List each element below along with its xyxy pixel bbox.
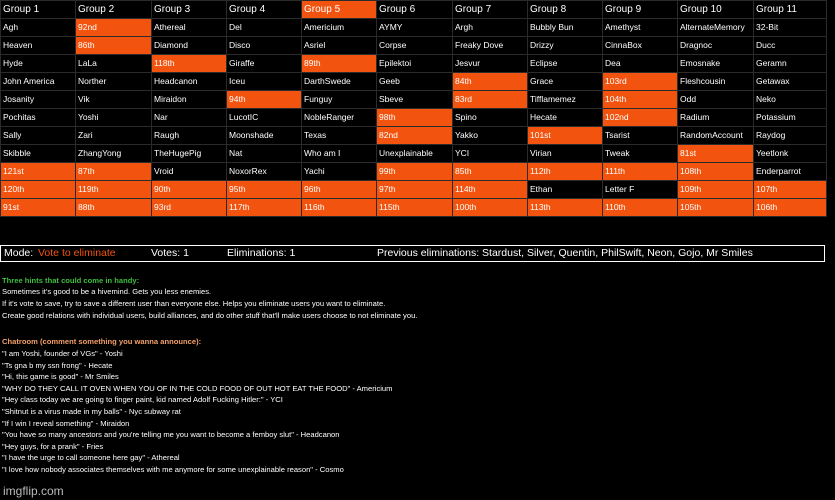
player-cell[interactable]: Corpse xyxy=(377,37,453,55)
table-row xyxy=(1,127,827,145)
chat-message: "Hi, this game is good" - Mr Smiles xyxy=(2,372,119,382)
table-row xyxy=(1,73,827,91)
eliminated-cell[interactable]: 85th xyxy=(453,163,528,181)
group-header[interactable]: Group 4 xyxy=(227,1,302,19)
chat-message: "Hey class today we are going to finger paint, kid named Adolf Fucking Hitler:" - YCI xyxy=(2,395,283,405)
player-cell[interactable]: Del xyxy=(227,19,302,37)
chat-message: "Hey guys, for a prank" - Fries xyxy=(2,441,104,451)
player-cell[interactable]: LaLa xyxy=(76,55,152,73)
player-cell[interactable]: Heaven xyxy=(1,37,76,55)
player-cell[interactable]: Fleshcousin xyxy=(678,73,754,91)
eliminated-cell[interactable]: 115th xyxy=(377,199,453,217)
player-cell[interactable]: Vroid xyxy=(152,163,227,181)
chat-message: "If I win I reveal something" - Miraidon xyxy=(2,418,130,428)
player-cell[interactable]: Asriel xyxy=(302,37,377,55)
player-cell[interactable]: Unexplainable xyxy=(377,145,453,163)
group-header[interactable]: Group 10 xyxy=(678,1,754,19)
player-cell[interactable]: Geeb xyxy=(377,73,453,91)
eliminated-cell[interactable]: 98th xyxy=(377,109,453,127)
player-cell[interactable]: Nar xyxy=(152,109,227,127)
eliminated-cell[interactable]: 96th xyxy=(302,181,377,199)
player-cell[interactable]: Texas xyxy=(302,127,377,145)
player-cell[interactable]: AlternateMemory xyxy=(678,19,754,37)
player-cell[interactable]: Giraffe xyxy=(227,55,302,73)
table-row xyxy=(1,19,827,37)
table-row xyxy=(1,181,827,199)
eliminated-cell[interactable]: 110th xyxy=(603,199,678,217)
player-cell[interactable]: 32-Bit xyxy=(754,19,827,37)
player-cell[interactable]: Funguy xyxy=(302,91,377,109)
player-cell[interactable]: Epilektoi xyxy=(377,55,453,73)
player-cell[interactable]: Amethyst xyxy=(603,19,678,37)
group-header[interactable]: Group 2 xyxy=(76,1,152,19)
player-cell[interactable]: Tsarist xyxy=(603,127,678,145)
player-cell[interactable]: Tifflamemez xyxy=(528,91,603,109)
eliminated-cell[interactable]: 97th xyxy=(377,181,453,199)
group-header[interactable]: Group 7 xyxy=(453,1,528,19)
eliminated-cell[interactable]: 104th xyxy=(603,91,678,109)
player-cell[interactable]: Josanity xyxy=(1,91,76,109)
eliminated-cell[interactable]: 111th xyxy=(603,163,678,181)
table-row xyxy=(1,145,827,163)
player-cell[interactable]: Enderparrot xyxy=(754,163,827,181)
eliminated-cell[interactable]: 82nd xyxy=(377,127,453,145)
player-cell[interactable]: Hyde xyxy=(1,55,76,73)
player-cell[interactable]: Pochitas xyxy=(1,109,76,127)
player-cell[interactable]: Radium xyxy=(678,109,754,127)
previous-eliminations: Previous eliminations: Stardust, Silver, Quentin, PhilSwift, Neon, Gojo, Mr Smiles xyxy=(377,247,753,259)
group-header[interactable]: Group 9 xyxy=(603,1,678,19)
group-header[interactable]: Group 5 xyxy=(302,1,377,19)
player-cell[interactable]: Moonshade xyxy=(227,127,302,145)
player-cell[interactable]: Miraidon xyxy=(152,91,227,109)
table-row xyxy=(1,109,827,127)
player-cell[interactable]: Ducc xyxy=(754,37,827,55)
player-cell[interactable]: Dea xyxy=(603,55,678,73)
player-cell[interactable]: Sally xyxy=(1,127,76,145)
player-cell[interactable]: Sbeve xyxy=(377,91,453,109)
player-cell[interactable]: Yachi xyxy=(302,163,377,181)
eliminated-cell[interactable]: 89th xyxy=(302,55,377,73)
player-cell[interactable]: Raugh xyxy=(152,127,227,145)
table-row xyxy=(1,199,827,217)
eliminated-cell[interactable]: 103rd xyxy=(603,73,678,91)
player-cell[interactable]: AYMY xyxy=(377,19,453,37)
group-header[interactable]: Group 11 xyxy=(754,1,827,19)
eliminated-cell[interactable]: 120th xyxy=(1,181,76,199)
eliminated-cell[interactable]: 101st xyxy=(528,127,603,145)
mode-value: Vote to eliminate xyxy=(38,247,116,259)
hint-line: Create good relations with individual users, build alliances, and do other stuff that'll make users choose to not eliminate you. xyxy=(2,311,418,320)
player-cell[interactable]: Yeetlonk xyxy=(754,145,827,163)
chat-message: "You have so many ancestors and you're telling me you want to become a femboy slut" - Headcanon xyxy=(2,430,340,440)
player-cell[interactable]: Tweak xyxy=(603,145,678,163)
player-cell[interactable]: Headcanon xyxy=(152,73,227,91)
player-cell[interactable]: Yoshi xyxy=(76,109,152,127)
eliminated-cell[interactable]: 112th xyxy=(528,163,603,181)
eliminated-cell[interactable]: 84th xyxy=(453,73,528,91)
player-cell[interactable]: Americium xyxy=(302,19,377,37)
player-cell[interactable]: Skibble xyxy=(1,145,76,163)
eliminated-cell[interactable]: 105th xyxy=(678,199,754,217)
player-cell[interactable]: Grace xyxy=(528,73,603,91)
player-cell[interactable]: CinnaBox xyxy=(603,37,678,55)
eliminated-cell[interactable]: 87th xyxy=(76,163,152,181)
eliminated-cell[interactable]: 92nd xyxy=(76,19,152,37)
player-cell[interactable]: Getawax xyxy=(754,73,827,91)
player-cell[interactable]: Eclipse xyxy=(528,55,603,73)
player-cell[interactable]: Jesvur xyxy=(453,55,528,73)
table-row xyxy=(1,55,827,73)
group-header[interactable]: Group 6 xyxy=(377,1,453,19)
group-header[interactable]: Group 3 xyxy=(152,1,227,19)
chat-message: "I love how nobody associates themselves with me anymore for some unexplainable reason" - Cosmo xyxy=(2,465,344,474)
player-cell[interactable]: Neko xyxy=(754,91,827,109)
eliminated-cell[interactable]: 99th xyxy=(377,163,453,181)
player-cell[interactable]: Diamond xyxy=(152,37,227,55)
chat-message: "WHY DO THEY CALL IT OVEN WHEN YOU OF IN THE COLD FOOD OF OUT HOT EAT THE FOOD" - Americium xyxy=(2,383,393,393)
eliminated-cell[interactable]: 81st xyxy=(678,145,754,163)
player-cell[interactable]: Odd xyxy=(678,91,754,109)
table-row xyxy=(1,163,827,181)
votes-count: Votes: 1 xyxy=(151,247,189,259)
eliminated-cell[interactable]: 119th xyxy=(76,181,152,199)
group-header[interactable]: Group 1 xyxy=(1,1,76,19)
eliminated-cell[interactable]: 107th xyxy=(754,181,827,199)
player-cell[interactable]: Letter F xyxy=(603,181,678,199)
player-cell[interactable]: YCI xyxy=(453,145,528,163)
player-cell[interactable]: Disco xyxy=(227,37,302,55)
eliminated-cell[interactable]: 114th xyxy=(453,181,528,199)
player-cell[interactable]: Vik xyxy=(76,91,152,109)
groups-table xyxy=(0,0,827,217)
chat-message: "I have the urge to call someone here gay" - Athereal xyxy=(2,453,180,463)
player-cell[interactable]: Hecate xyxy=(528,109,603,127)
player-cell[interactable]: ZhangYong xyxy=(76,145,152,163)
eliminated-cell[interactable]: 118th xyxy=(152,55,227,73)
eliminated-cell[interactable]: 102nd xyxy=(603,109,678,127)
eliminated-cell[interactable]: 121st xyxy=(1,163,76,181)
player-cell[interactable]: Iceu xyxy=(227,73,302,91)
watermark: imgflip.com xyxy=(3,484,64,498)
player-cell[interactable]: Zari xyxy=(76,127,152,145)
player-cell[interactable]: Freaky Dove xyxy=(453,37,528,55)
player-cell[interactable]: TheHugePig xyxy=(152,145,227,163)
player-cell[interactable]: Spino xyxy=(453,109,528,127)
eliminated-cell[interactable]: 83rd xyxy=(453,91,528,109)
mode-label: Mode: xyxy=(4,247,34,259)
chat-message: "I am Yoshi, founder of VGs" - Yoshi xyxy=(2,349,123,358)
hint-line: If it's vote to save, try to save a different user than everyone else. Helps you eliminate users you want to eliminate. xyxy=(2,299,386,308)
player-cell[interactable]: Emosnake xyxy=(678,55,754,73)
eliminated-cell[interactable]: 91st xyxy=(1,199,76,217)
eliminated-cell[interactable]: 109th xyxy=(678,181,754,199)
player-cell[interactable]: Drizzy xyxy=(528,37,603,55)
eliminated-cell[interactable]: 90th xyxy=(152,181,227,199)
hints-title: Three hints that could come in handy: xyxy=(2,276,140,285)
eliminated-cell[interactable]: 100th xyxy=(453,199,528,217)
player-cell[interactable]: Nat xyxy=(227,145,302,163)
player-cell[interactable]: NobleRanger xyxy=(302,109,377,127)
player-cell[interactable]: Agh xyxy=(1,19,76,37)
eliminated-cell[interactable]: 106th xyxy=(754,199,827,217)
eliminated-cell[interactable]: 108th xyxy=(678,163,754,181)
eliminated-cell[interactable]: 113th xyxy=(528,199,603,217)
player-cell[interactable]: John America xyxy=(1,73,76,91)
player-cell[interactable]: Norther xyxy=(76,73,152,91)
player-cell[interactable]: Ethan xyxy=(528,181,603,199)
player-cell[interactable]: Virian xyxy=(528,145,603,163)
player-cell[interactable]: Bubbly Bun xyxy=(528,19,603,37)
player-cell[interactable]: NoxorRex xyxy=(227,163,302,181)
eliminated-cell[interactable]: 88th xyxy=(76,199,152,217)
eliminated-cell[interactable]: 116th xyxy=(302,199,377,217)
player-cell[interactable]: Dragnoc xyxy=(678,37,754,55)
chat-message: "Shitnut is a virus made in my balls" - Nyc subway rat xyxy=(2,407,181,416)
player-cell[interactable]: Who am I xyxy=(302,145,377,163)
player-cell[interactable]: Potassium xyxy=(754,109,827,127)
player-cell[interactable]: Raydog xyxy=(754,127,827,145)
eliminated-cell[interactable]: 117th xyxy=(227,199,302,217)
player-cell[interactable]: Yakko xyxy=(453,127,528,145)
eliminated-cell[interactable]: 94th xyxy=(227,91,302,109)
player-cell[interactable]: LucotIC xyxy=(227,109,302,127)
player-cell[interactable]: DarthSwede xyxy=(302,73,377,91)
player-cell[interactable]: Geramn xyxy=(754,55,827,73)
player-cell[interactable]: RandomAccount xyxy=(678,127,754,145)
table-row xyxy=(1,37,827,55)
game-status-bar xyxy=(0,245,825,262)
eliminations-count: Eliminations: 1 xyxy=(227,247,296,259)
group-header[interactable]: Group 8 xyxy=(528,1,603,19)
eliminated-cell[interactable]: 95th xyxy=(227,181,302,199)
chat-title: Chatroom (comment something you wanna announce): xyxy=(2,337,202,346)
header-row xyxy=(1,1,827,19)
eliminated-cell[interactable]: 86th xyxy=(76,37,152,55)
table-row xyxy=(1,91,827,109)
hint-line: Sometimes it's good to be a hivemind. Gets you less enemies. xyxy=(2,287,212,296)
chat-message: "Ts gna b my ssn frong" - Hecate xyxy=(2,360,113,370)
eliminated-cell[interactable]: 93rd xyxy=(152,199,227,217)
player-cell[interactable]: Athereal xyxy=(152,19,227,37)
player-cell[interactable]: Argh xyxy=(453,19,528,37)
